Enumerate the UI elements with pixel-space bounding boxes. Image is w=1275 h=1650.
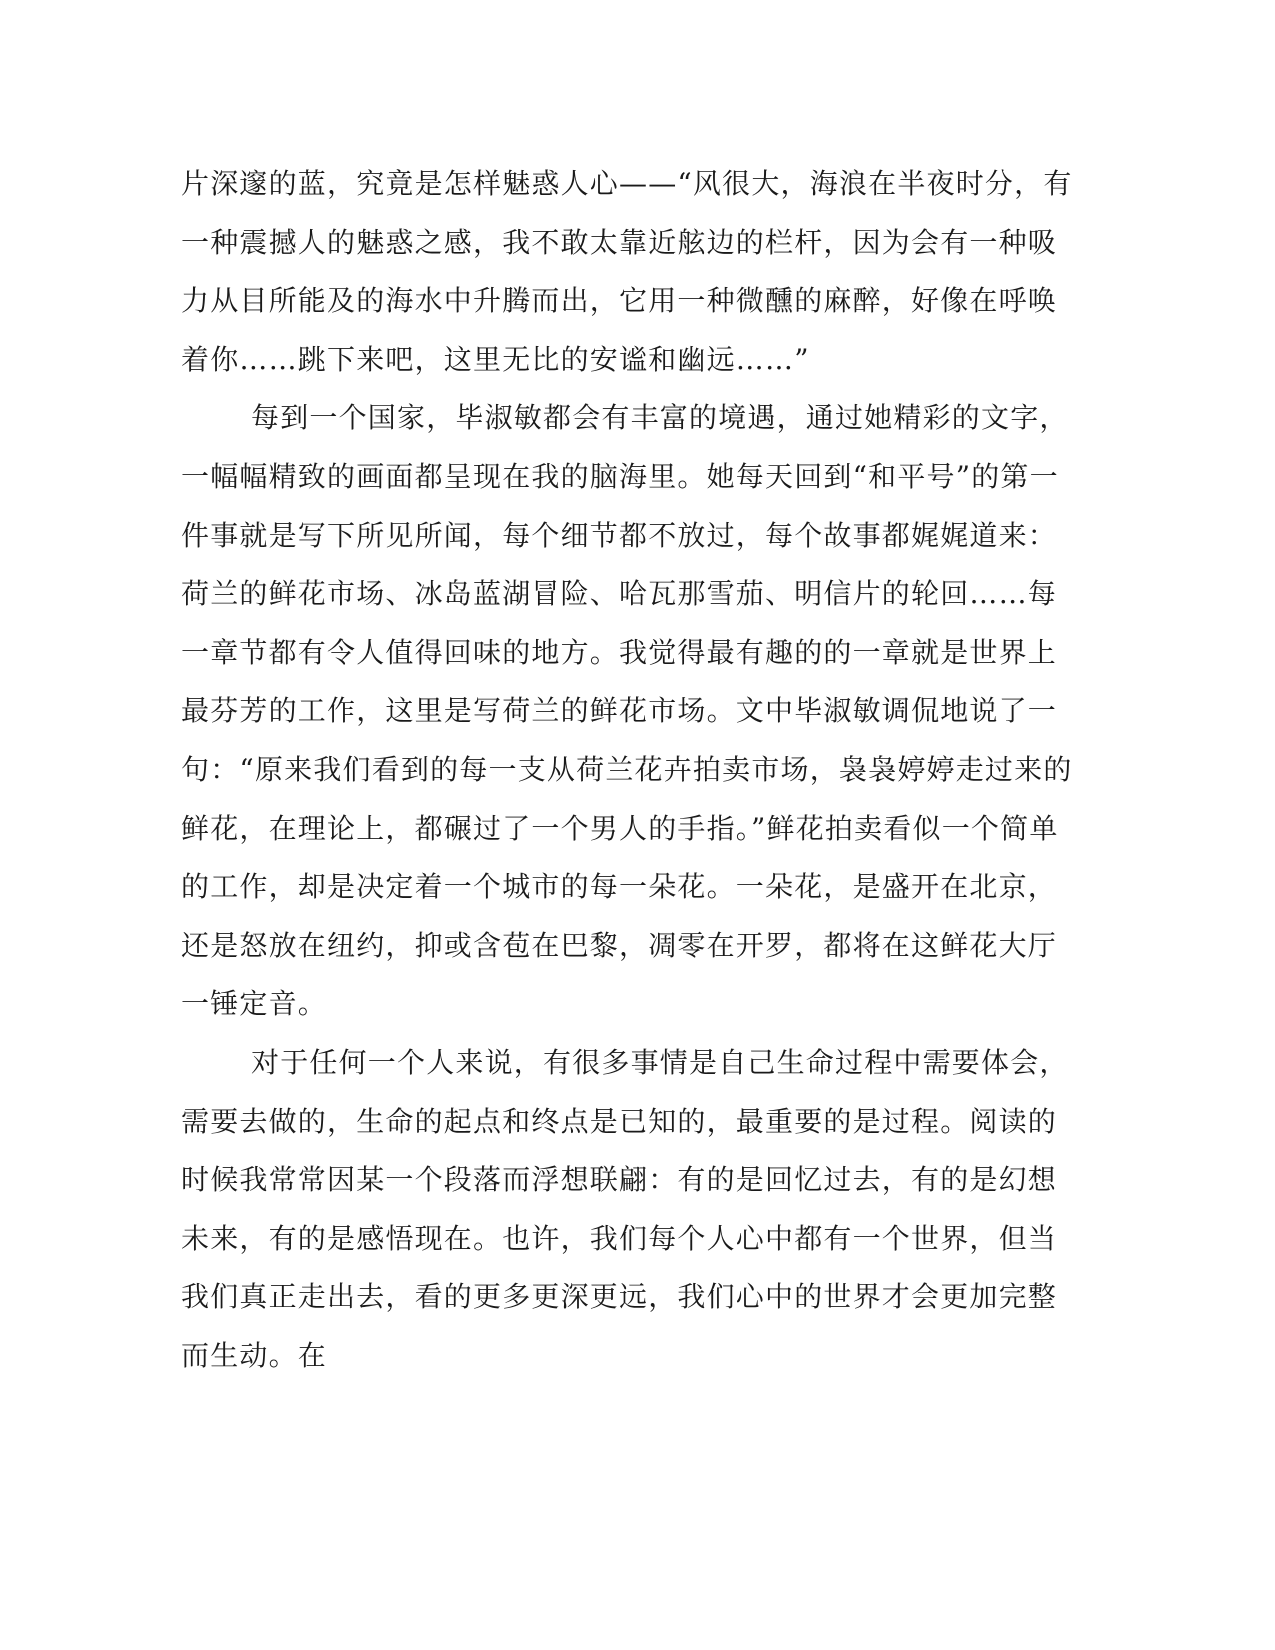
text-line: 一章节都有令人值得回味的地方。我觉得最有趣的的一章就是世界上 (181, 635, 1058, 669)
text-line: 一种震撼人的魅惑之感，我不敢太靠近舷边的栏杆，因为会有一种吸 (181, 225, 1058, 259)
text-line: 句：“原来我们看到的每一支从荷兰花卉拍卖市场，袅袅婷婷走过来的 (181, 752, 1073, 786)
text-line: 对于任何一个人来说，有很多事情是自己生命过程中需要体会， (251, 1045, 1069, 1079)
text-line: 荷兰的鲜花市场、冰岛蓝湖冒险、哈瓦那雪茄、明信片的轮回……每 (181, 577, 1058, 611)
text-line: 着你……跳下来吧，这里无比的安谧和幽远……” (181, 342, 810, 376)
text-line: 每到一个国家，毕淑敏都会有丰富的境遇，通过她精彩的文字， (251, 401, 1069, 435)
text-line: 力从目所能及的海水中升腾而出，它用一种微醺的麻醉，好像在呼唤 (181, 284, 1058, 318)
text-line: 需要去做的，生命的起点和终点是已知的，最重要的是过程。阅读的 (181, 1104, 1058, 1138)
text-line: 一锤定音。 (181, 987, 328, 1021)
text-line: 件事就是写下所见所闻，每个细节都不放过，每个故事都娓娓道来： (181, 518, 1058, 552)
text-line: 我们真正走出去，看的更多更深更远，我们心中的世界才会更加完整 (181, 1280, 1058, 1314)
text-line: 一幅幅精致的画面都呈现在我的脑海里。她每天回到“和平号”的第一 (181, 459, 1059, 493)
text-line: 的工作，却是决定着一个城市的每一朵花。一朵花，是盛开在北京， (181, 870, 1058, 904)
text-line: 未来，有的是感悟现在。也许，我们每个人心中都有一个世界，但当 (181, 1221, 1058, 1255)
text-line: 而生动。在 (181, 1338, 328, 1372)
text-line: 最芬芳的工作，这里是写荷兰的鲜花市场。文中毕淑敏调侃地说了一 (181, 694, 1058, 728)
text-line: 片深邃的蓝，究竟是怎样魅惑人心——“风很大，海浪在半夜时分，有 (181, 167, 1073, 200)
body-text (181, 155, 1073, 1385)
text-line: 时候我常常因某一个段落而浮想联翩：有的是回忆过去，有的是幻想 (181, 1163, 1058, 1197)
text-line: 还是怒放在纽约，抑或含苞在巴黎，凋零在开罗，都将在这鲜花大厅 (181, 928, 1058, 962)
text-line: 鲜花，在理论上，都碾过了一个男人的手指。”鲜花拍卖看似一个简单 (181, 811, 1059, 845)
